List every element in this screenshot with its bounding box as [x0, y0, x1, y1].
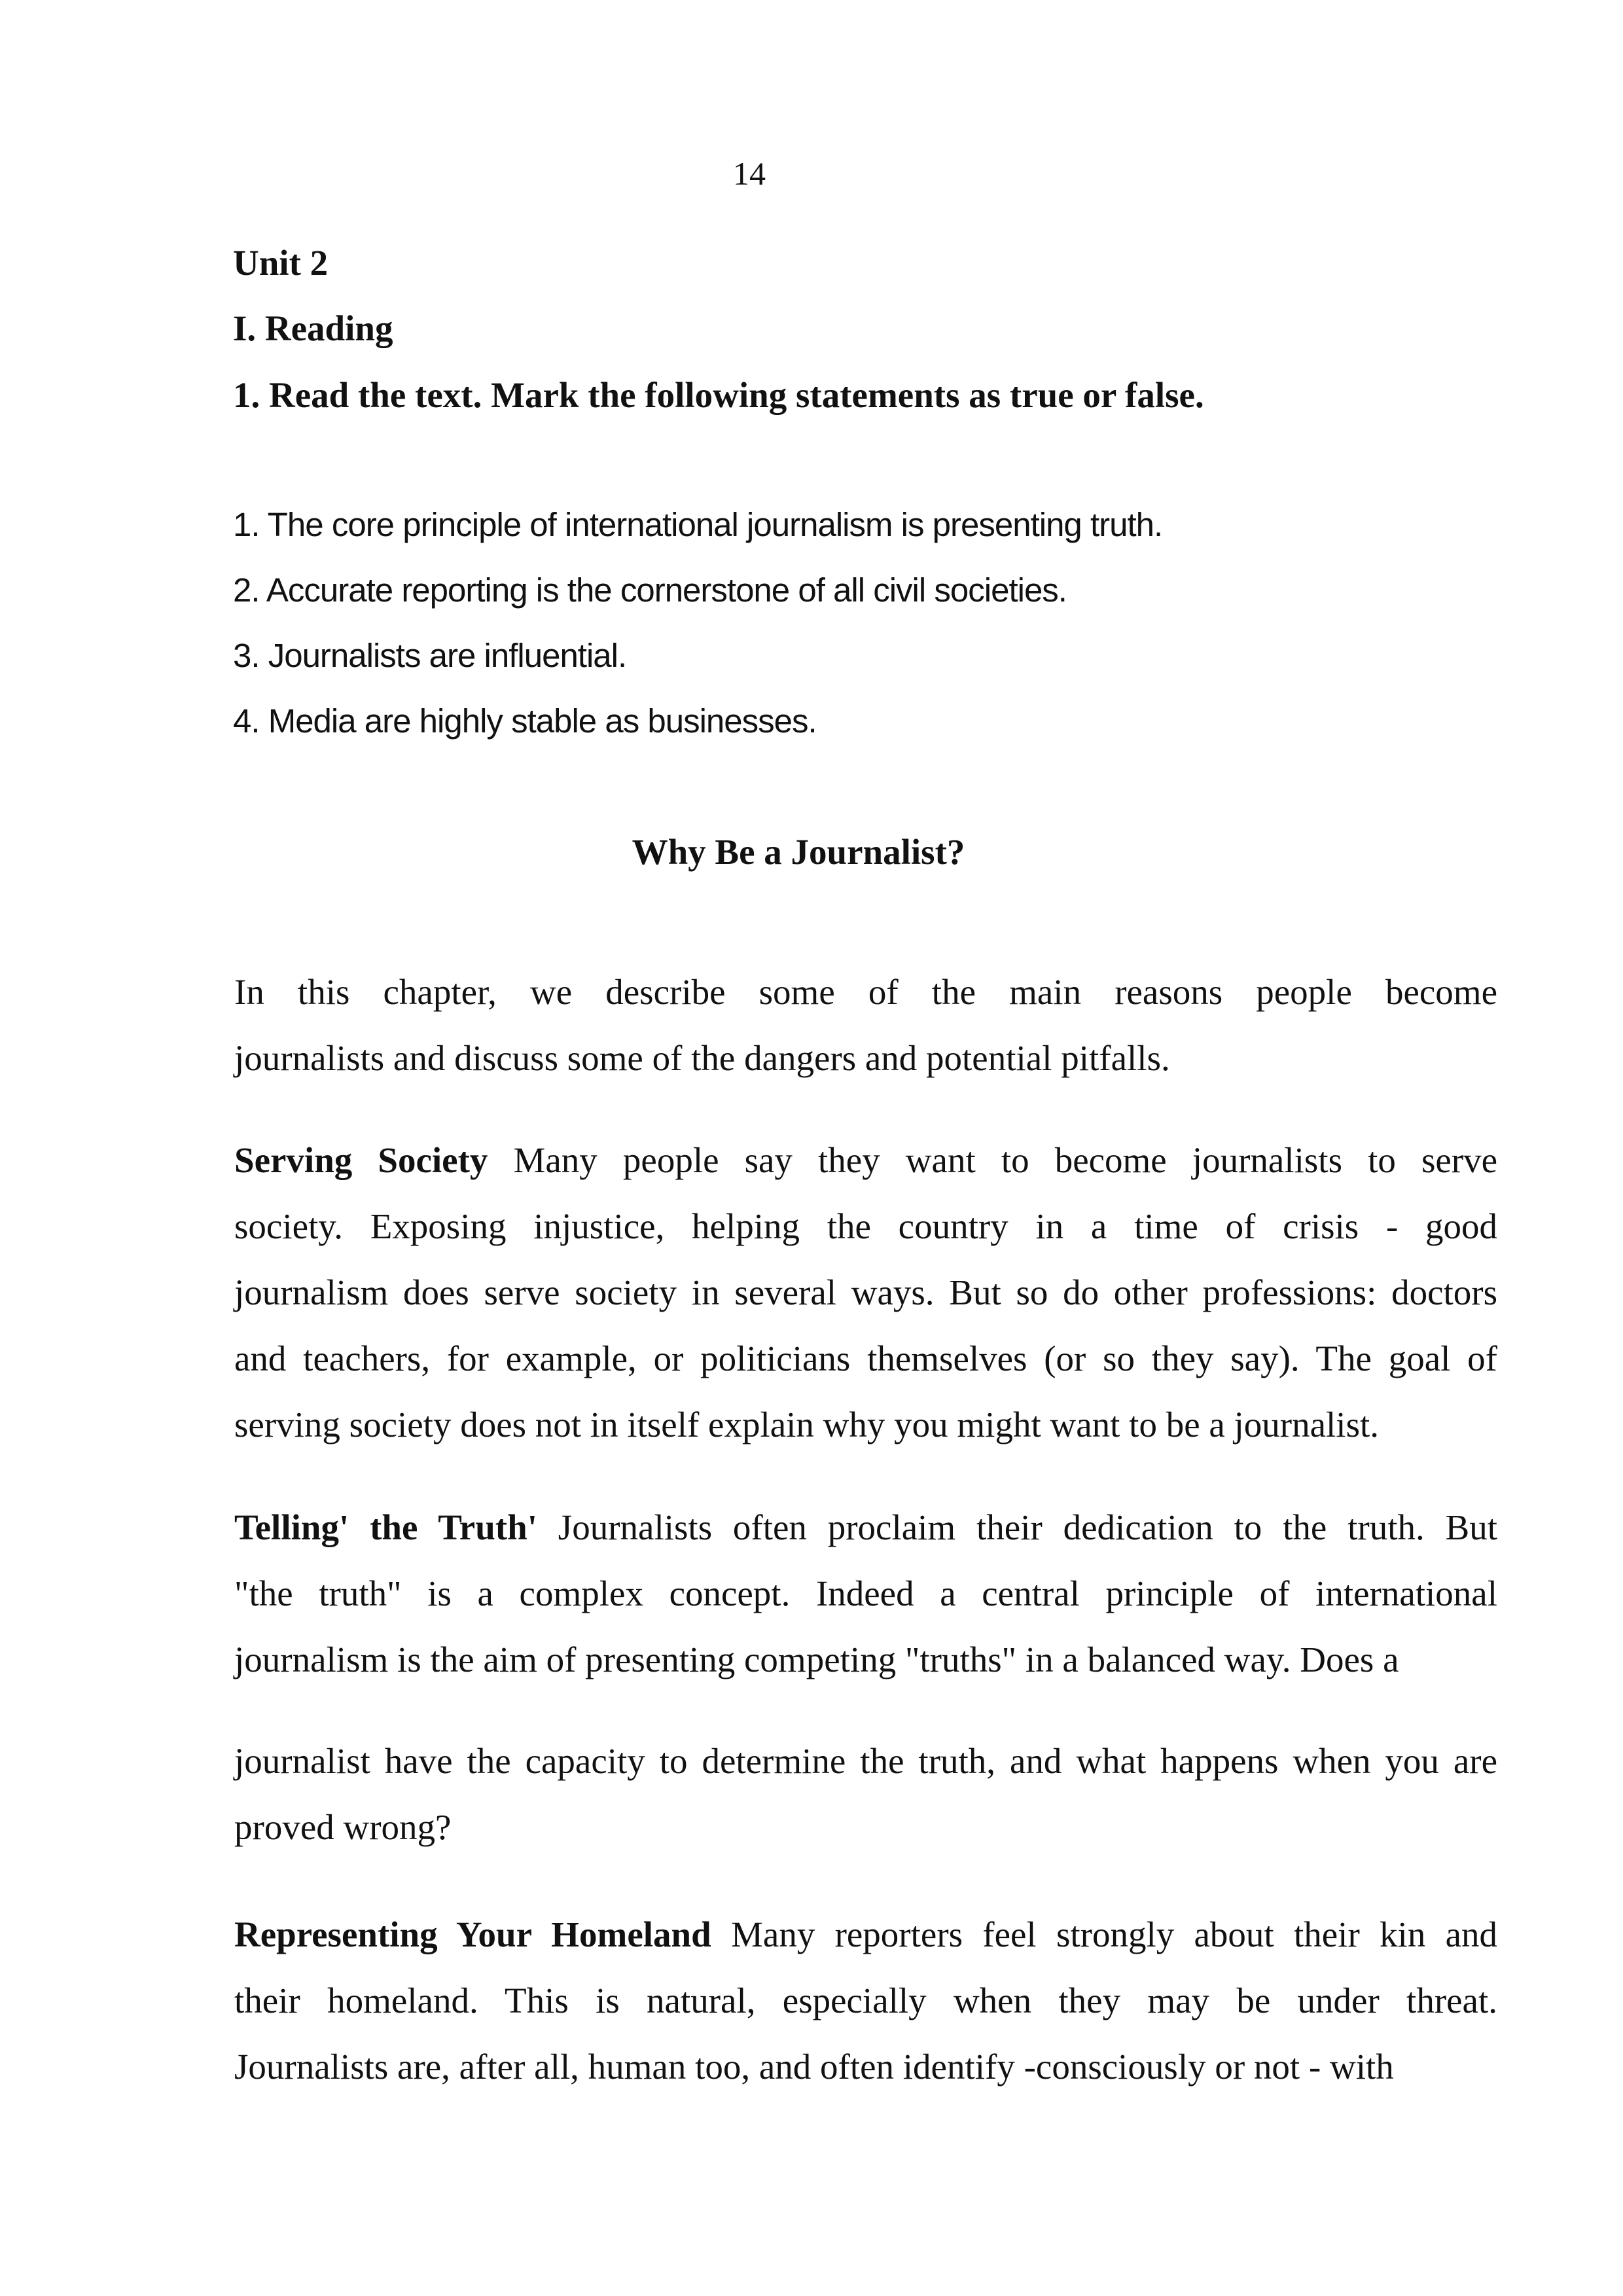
serving-line: and teachers, for example, or politicians themselves (or so they say). The goal of	[234, 1338, 1497, 1378]
intro-paragraph	[234, 959, 1497, 1091]
section-heading: I. Reading	[233, 308, 393, 348]
statement-2: 2. Accurate reporting is the cornerstone of all civil societies.	[233, 571, 1067, 609]
serving-line: journalism does serve society in several ways. But so do other professions: doctors	[234, 1272, 1497, 1312]
truth-continued-paragraph	[234, 1728, 1497, 1860]
serving-first-line	[234, 1127, 1497, 1193]
serving-line: society. Exposing injustice, helping the country in a time of crisis - good	[234, 1206, 1497, 1246]
truth-line: journalism is the aim of presenting competing "truths" in a balanced way. Does a	[234, 1640, 1399, 1679]
homeland-line: their homeland. This is natural, especially when they may be under threat.	[234, 1981, 1497, 2020]
task-instruction: 1. Read the text. Mark the following statements as true or false.	[233, 375, 1204, 415]
homeland-line: Journalists are, after all, human too, and often identify -consciously or not - with	[234, 2047, 1394, 2087]
statement-3: 3. Journalists are influential.	[233, 637, 627, 674]
homeland-first-line-text: Many reporters feel strongly about their kin and	[711, 1914, 1497, 1954]
homeland-heading: Representing Your Homeland	[234, 1914, 711, 1954]
truth-continued-line: proved wrong?	[234, 1807, 452, 1847]
serving-society-heading: Serving Society	[234, 1140, 488, 1180]
homeland-first-line	[234, 1901, 1497, 1967]
intro-line: In this chapter, we describe some of the main reasons people become	[234, 972, 1497, 1012]
telling-truth-paragraph	[234, 1494, 1497, 1693]
statement-1: 1. The core principle of international journalism is presenting truth.	[233, 506, 1163, 543]
truth-first-line	[234, 1494, 1497, 1560]
unit-heading: Unit 2	[233, 243, 329, 283]
page-number: 14	[733, 155, 766, 192]
homeland-paragraph	[234, 1901, 1497, 2100]
intro-line: journalists and discuss some of the dangers and potential pitfalls.	[234, 1038, 1170, 1078]
serving-first-line-text: Many people say they want to become journalists to serve	[488, 1140, 1497, 1180]
truth-first-line-text: Journalists often proclaim their dedication to the truth. But	[537, 1507, 1498, 1547]
serving-line: serving society does not in itself explain why you might want to be a journalist.	[234, 1405, 1380, 1444]
article-title: Why Be a Journalist?	[632, 832, 965, 872]
telling-truth-heading: Telling' the Truth'	[234, 1507, 537, 1547]
truth-line: "the truth" is a complex concept. Indeed a central principle of international	[234, 1573, 1497, 1613]
truth-continued-line: journalist have the capacity to determine the truth, and what happens when you are	[234, 1741, 1497, 1781]
statement-4: 4. Media are highly stable as businesses.	[233, 702, 817, 740]
serving-society-paragraph	[234, 1127, 1497, 1458]
